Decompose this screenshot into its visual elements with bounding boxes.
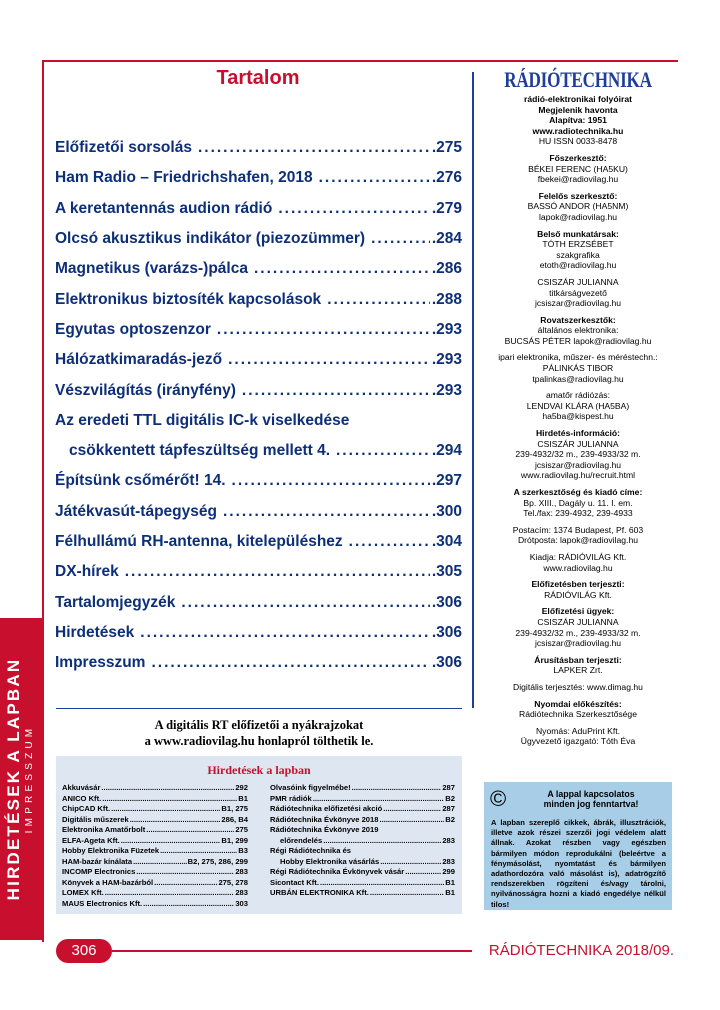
toc-entry[interactable]: DX-hírek ..... .305	[55, 557, 462, 587]
top-red-rule	[42, 60, 678, 62]
internal-staff: Belső munkatársak: TÓTH ERZSÉBET szakgrafika etoth@radiovilag.hu	[537, 228, 619, 271]
toc-entry[interactable]: Játékvasút-tápegység ..... .300	[55, 497, 462, 527]
toc-entry[interactable]: Vészvilágítás (irányfény) ..... .293	[55, 375, 462, 405]
ad-entry[interactable]: Régi Rádiótechnika és	[270, 846, 352, 855]
prepress: Nyomdai előkészítés: Rádiótechnika Szerkesztősége	[519, 698, 637, 720]
ad-entry[interactable]: ChipCAD Kft. ..... B1, 275	[62, 804, 248, 815]
impressum	[478, 66, 678, 753]
managing-editor: Felelős szerkesztő: BASSÓ ANDOR (HA5NM) lapok@radiovilag.hu	[527, 190, 629, 222]
ad-entry[interactable]: PMR rádiók ..... B2	[270, 794, 455, 805]
ad-entry[interactable]: Hobby Elektronika vásárlás ..... 283	[270, 857, 455, 868]
section-side-tab	[0, 618, 42, 940]
ad-entry[interactable]: Akkuvásár ..... 292	[62, 783, 248, 794]
footer-rule	[112, 950, 472, 952]
digital-subscriber-notice: A digitális RT előfizetői a nyákrajzokat a www.radiovilag.hu honlapról tölthetik le.	[56, 708, 462, 749]
column-divider	[472, 72, 474, 708]
toc-title: Tartalom	[216, 67, 300, 89]
toc-entry[interactable]: Egyutas optoszenzor ..... .293	[55, 315, 462, 345]
ad-entry[interactable]: előrendelés ..... 283	[270, 836, 455, 847]
ads-title: Hirdetések a lapban	[207, 763, 311, 777]
ad-entry[interactable]: ELFA-Ageta Kft. ..... B1, 299	[62, 836, 248, 847]
ad-entry[interactable]: Rádiótechnika előfizetési akció ..... 287	[270, 804, 455, 815]
ad-entry[interactable]: Rádiótechnika Évkönyve 2019	[270, 825, 379, 834]
ad-entry[interactable]: Könyvek a HAM-bazárból ..... 275, 278	[62, 878, 248, 889]
ad-entry[interactable]: HAM-bazár kínálata ..... B2, 275, 286, 299	[62, 857, 248, 868]
table-of-contents	[55, 133, 462, 678]
side-tab-subtitle: IMPRESSZUM	[24, 724, 35, 834]
ad-entry[interactable]: INCOMP Electronics ..... 283	[62, 867, 248, 878]
ad-entry[interactable]: Sicontact Kft. ..... B1	[270, 878, 455, 889]
publisher-address: A szerkesztőség és kiadó címe: Bp. XIII., Dagály u. 11. I. em. Tel./fax: 239-4932, 239-4933	[513, 487, 643, 519]
ad-entry[interactable]: Elektronika Amatőrbolt ..... 275	[62, 825, 248, 836]
printing: Nyomás: AduPrint Kft. Ügyvezető igazgató: Tóth Éva	[520, 725, 636, 747]
copyright-text: A lapban szereplő cikkek, ábrák, illusztrációk, illetve azok részei szerzői jogi védelem alatt állnak. Azokat részben vagy egészben bármilyen módon reprodukálni (beleértve a fénymásolást, nyomtatást és bármilyen adathordozóra való másolást is), adatrögzítő rendszerekben rögzíteni és/vagy tárolni, nyilvánosságra hozni a kiadó engedélye nélkül tilos!	[491, 818, 666, 909]
toc-entry[interactable]: csökkentett tápfeszültség mellett 4. ..... .294	[55, 436, 462, 466]
publisher: Kiadja: RÁDIÓVILÁG Kft. www.radiovilag.hu	[529, 551, 627, 573]
section-editors: Rovatszerkesztők: általános elektronika: BUCSÁS PÉTER lapok@radiovilag.hu	[504, 314, 652, 346]
editor-in-chief: Főszerkesztő: BÉKEI FERENC (HA5KU) fbekei@radiovilag.hu	[528, 152, 628, 185]
ads-list-right	[270, 783, 455, 899]
toc-entry[interactable]: Hálózatkimaradás-jező ..... .293	[55, 345, 462, 375]
subscription-matters: Előfizetési ügyek: CSISZÁR JULIANNA 239-4932/32 m., 239-4933/32 m. jcsiszar@radiovilag.hu	[515, 606, 641, 649]
subscription-distribution: Előfizetésben terjeszti: RÁDIÓVILÁG Kft.	[531, 579, 625, 600]
ad-entry[interactable]: MAUS Electronics Kft. ..... 303	[62, 899, 248, 910]
toc-entry[interactable]: Impresszum ..... .306	[55, 648, 462, 678]
office-manager: CSISZÁR JULIANNA titkárságvezető jcsiszar@radiovilag.hu	[534, 276, 622, 309]
ad-entry[interactable]: URBÁN ELEKTRONIKA Kft. ..... B1	[270, 888, 455, 899]
toc-entry[interactable]: A keretantennás audion rádió ..... .279	[55, 194, 462, 224]
footer-magazine-issue: RÁDIÓTECHNIKA 2018/09.	[488, 942, 674, 959]
ad-entry[interactable]: LOMEX Kft. ..... 283	[62, 888, 248, 899]
ad-entry[interactable]: ANICO Kft. ..... B1	[62, 794, 248, 805]
toc-entry[interactable]: Olcsó akusztikus indikátor (piezozümmer) ..... .284	[55, 224, 462, 254]
page-number: 306	[56, 939, 112, 963]
toc-entry[interactable]: Hirdetések ..... .306	[55, 618, 462, 648]
copyright-header: © A lappal kapcsolatos minden jog fenntartva!	[490, 786, 639, 811]
side-tab-title: HIRDETÉSEK A LAPBAN	[4, 657, 23, 901]
industrial-editor: ipari elektronika, műszer- és méréstechn.: PÁLINKÁS TIBOR tpalinkas@radiovilag.hu	[498, 352, 658, 384]
left-red-rule	[42, 60, 44, 942]
toc-entry[interactable]: Előfizetői sorsolás ..... .275	[55, 133, 462, 163]
copyright-box	[484, 782, 672, 910]
ads-list-left	[62, 783, 248, 909]
retail-distribution: Árusításban terjeszti: LAPKER Zrt.	[534, 654, 622, 676]
ad-entry[interactable]: Régi Rádiótechnika Évkönyvek vásár ..... 299	[270, 867, 455, 878]
ad-entry[interactable]: Rádiótechnika Évkönyve 2018 ..... B2	[270, 815, 455, 826]
toc-entry[interactable]: Tartalomjegyzék ..... .306	[55, 587, 462, 617]
ad-entry[interactable]: Olvasóink figyelmébe! ..... 287	[270, 783, 455, 794]
ad-info: Hirdetés-információ: CSISZÁR JULIANNA 239-4932/32 m., 239-4933/32 m. jcsiszar@radiovilag.hu www.radiovilag.hu/recruit.html	[515, 428, 641, 481]
toc-entry[interactable]: Építsünk csőmérőt! 14. ..... .297	[55, 466, 462, 496]
digital-distribution: Digitális terjesztés: www.dimag.hu	[513, 681, 643, 692]
ad-entry[interactable]: Digitális műszerek ..... 286, B4	[62, 815, 248, 826]
magazine-logo: RÁDIÓTECHNIKA	[504, 67, 652, 92]
ad-entry[interactable]: Hobby Elektronika Füzetek ..... B3	[62, 846, 248, 857]
toc-entry[interactable]: Félhullámú RH-antenna, kitelepüléshez ..... .304	[55, 527, 462, 557]
copyright-icon: ©	[490, 786, 507, 811]
toc-entry[interactable]: Ham Radio – Friedrichshafen, 2018 ..... .276	[55, 163, 462, 193]
impressum-intro: rádió-elektronikai folyóirat Megjelenik havonta Alapítva: 1951 www.radiotechnika.hu HU ISSN 0033-8478	[524, 94, 632, 147]
amateur-radio-editor: amatőr rádiózás: LENDVAI KLÁRA (HA5BA) ha5ba@kispest.hu	[526, 390, 630, 422]
toc-entry[interactable]: Magnetikus (varázs-)pálca ..... .286	[55, 254, 462, 284]
toc-entry[interactable]: Elektronikus biztosíték kapcsolások ..... .288	[55, 284, 462, 314]
toc-entry[interactable]: Az eredeti TTL digitális IC-k viselkedése	[55, 411, 350, 429]
postal-address: Postacím: 1374 Budapest, Pf. 603 Drótposta: lapok@radiovilag.hu	[512, 524, 644, 546]
